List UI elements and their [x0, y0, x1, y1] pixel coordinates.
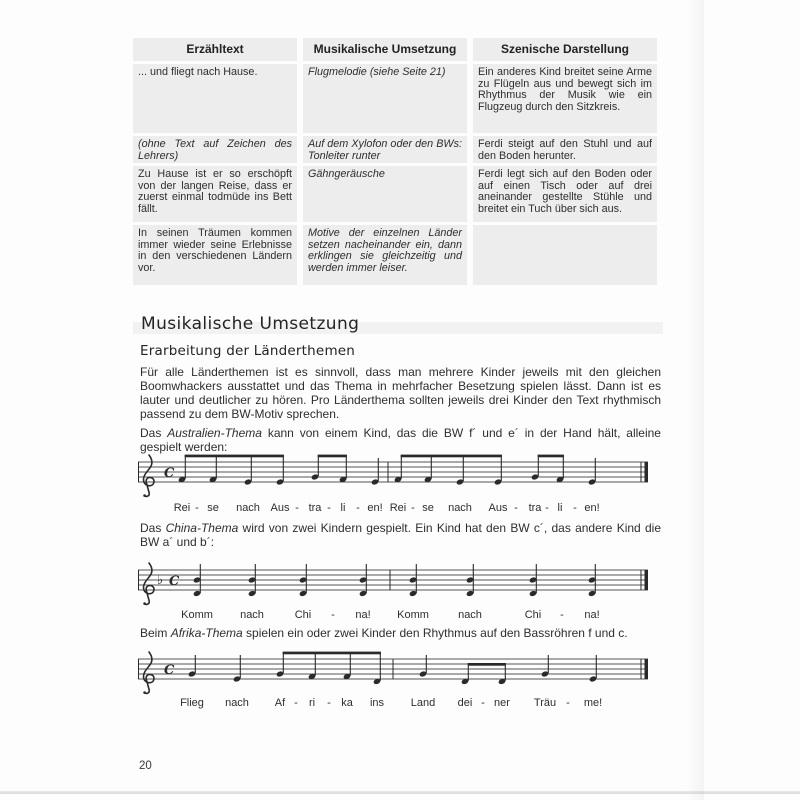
lyric-syllable: nach	[448, 502, 472, 514]
subsection-heading: Erarbeitung der Länderthemen	[140, 343, 356, 359]
time-signature: C	[169, 573, 180, 589]
lyric-syllable: na!	[355, 609, 371, 621]
china-paragraph	[140, 522, 661, 550]
staff-notation	[138, 649, 653, 699]
staff-notation	[138, 560, 653, 610]
table-cell: In seinen Träumen kommen immer wieder seine Erlebnisse in den verschiedenen Ländern vor.	[133, 225, 297, 285]
lyric-syllable: -	[545, 502, 549, 514]
australien-paragraph	[140, 427, 661, 455]
theme-name: Australien-Thema	[167, 426, 262, 440]
lyrics-line-afrika	[138, 697, 653, 711]
lyric-syllable: dei	[457, 697, 473, 709]
table-header-erzaehltext: Erzähltext	[133, 38, 297, 61]
theme-name: China-Thema	[165, 521, 239, 535]
lyric-syllable: Rei	[389, 502, 407, 514]
lyric-syllable: -	[331, 609, 335, 621]
time-signature: C	[164, 465, 175, 481]
treble-clef-icon	[144, 563, 154, 604]
lyric-syllable: Rei	[173, 502, 191, 514]
lyric-syllable: -	[411, 502, 415, 514]
lyric-syllable: na!	[584, 609, 600, 621]
lyric-syllable: Land	[410, 697, 436, 709]
lyric-syllable: ner	[494, 697, 510, 709]
lyric-syllable: -	[327, 697, 331, 709]
table-cell: Flugmelodie (siehe Seite 21)	[303, 64, 467, 133]
table-cell: (ohne Text auf Zeichen des Lehrers)	[133, 136, 297, 163]
lyric-syllable: en!	[584, 502, 600, 514]
table-cell-empty	[473, 225, 657, 285]
lyric-syllable: se	[207, 502, 219, 514]
lyric-syllable: -	[514, 502, 518, 514]
lyric-syllable: ka	[341, 697, 353, 709]
time-signature: C	[164, 662, 175, 678]
text-run: kann von einem Kind, das die BW f´ und e´ in der Hand hält, alleine gespielt werden:	[140, 426, 661, 454]
lyrics-line-australien	[138, 502, 653, 516]
lyric-syllable: -	[356, 502, 360, 514]
text-run: Das	[140, 426, 168, 440]
table-cell: Auf dem Xylofon oder den BWs: Tonleiter runter	[303, 136, 467, 163]
lyric-syllable: -	[573, 502, 577, 514]
table-cell: Gähngeräusche	[303, 166, 467, 222]
lyric-syllable: nach	[458, 609, 482, 621]
afrika-paragraph	[140, 627, 661, 641]
text-run: Beim	[140, 626, 171, 640]
table-cell: Ferdi steigt auf den Stuhl und auf den Boden herunter.	[473, 136, 657, 163]
lyric-syllable: Chi	[524, 609, 542, 621]
lyric-syllable: Flieg	[180, 697, 204, 709]
table-cell: Ferdi legt sich auf den Boden oder auf einen Tisch oder auf drei aneinander gestellte Stühle und breitet ein Tuch über sich aus.	[473, 166, 657, 222]
lyric-syllable: Aus	[488, 502, 508, 514]
svg-text:♭: ♭	[157, 573, 164, 588]
lyric-syllable: en!	[367, 502, 383, 514]
music-staff-australien	[138, 452, 653, 502]
lyric-syllable: -	[294, 697, 298, 709]
scan-edge-shadow	[0, 791, 800, 794]
music-staff-afrika	[138, 649, 653, 699]
lyric-syllable: Komm	[181, 609, 213, 621]
lyric-syllable: nach	[236, 502, 260, 514]
table-header-darstellung: Szenische Darstellung	[473, 38, 657, 61]
table-cell: ... und fliegt nach Hause.	[133, 64, 297, 133]
lyric-syllable: -	[195, 502, 199, 514]
music-staff-china	[138, 560, 653, 610]
lyric-syllable: tra	[308, 502, 322, 514]
lyric-syllable: ri	[308, 697, 316, 709]
lyric-syllable: Chi	[294, 609, 312, 621]
lyric-syllable: Af	[274, 697, 286, 709]
lyric-syllable: Aus	[270, 502, 290, 514]
lyric-syllable: nach	[225, 697, 249, 709]
lyric-syllable: li	[557, 502, 563, 514]
theme-name: Afrika-Thema	[170, 626, 243, 640]
lyrics-line-china	[138, 609, 653, 623]
text-run: Das	[140, 521, 166, 535]
storyline-table	[133, 38, 657, 285]
lyric-syllable: se	[422, 502, 434, 514]
page-number: 20	[139, 760, 152, 772]
lyric-syllable: -	[560, 609, 564, 621]
lyric-syllable: li	[340, 502, 346, 514]
scan-edge-shadow	[686, 0, 704, 800]
section-heading: Musikalische Umsetzung	[141, 314, 360, 334]
lyric-syllable: tra	[528, 502, 542, 514]
lyric-syllable: -	[481, 697, 485, 709]
table-cell: Zu Hause ist er so erschöpft von der langen Reise, dass er zuerst einmal todmüde ins Bett fällt.	[133, 166, 297, 222]
lyric-syllable: -	[566, 697, 570, 709]
treble-clef-icon	[144, 455, 154, 496]
staff-notation	[138, 452, 653, 502]
lyric-syllable: Träu	[533, 697, 557, 709]
lyric-syllable: -	[327, 502, 331, 514]
lyric-syllable: Komm	[397, 609, 429, 621]
intro-paragraph: Für alle Länderthemen ist es sinnvoll, dass man mehrere Kinder jeweils mit den gleichen Boomwhackers ausstattet und das Thema in mehrfacher Besetzung spielen lässt. Dann ist es lauter und deutlicher zu hören. Pro Länderthema sollten jeweils drei Kinder den Text rhythmisch passend zu dem BW-Motiv sprechen.	[140, 365, 661, 421]
lyric-syllable: me!	[583, 697, 603, 709]
lyric-syllable: ins	[369, 697, 385, 709]
text-run: wird von zwei Kindern gespielt. Ein Kind hat den BW c´, das andere Kind die BW a´ und b´:	[140, 521, 661, 549]
lyric-syllable: -	[295, 502, 299, 514]
table-header-umsetzung: Musikalische Umsetzung	[303, 38, 467, 61]
lyric-syllable: nach	[240, 609, 264, 621]
table-cell: Motive der einzelnen Länder setzen nacheinander ein, dann erklingen sie gleichzeitig und werden immer leiser.	[303, 225, 467, 285]
treble-clef-icon	[144, 652, 154, 693]
text-run: spielen ein oder zwei Kinder den Rhythmus auf den Bassröhren f und c.	[242, 626, 628, 640]
table-cell: Ein anderes Kind breitet seine Arme zu Flügeln aus und bewegt sich im Rhythmus der Musik wie ein Flugzeug durch den Sitzkreis.	[473, 64, 657, 133]
